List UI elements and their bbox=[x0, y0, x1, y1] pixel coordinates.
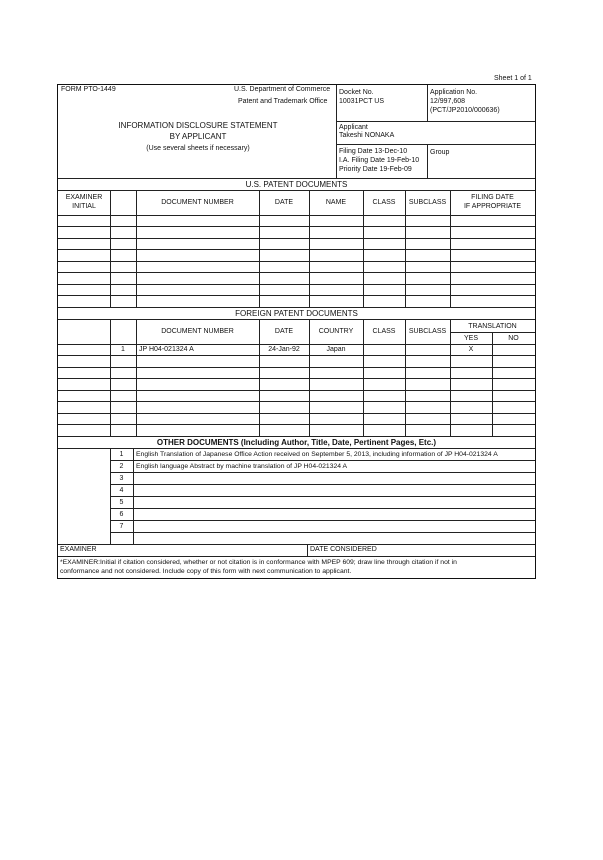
examiner-label: EXAMINER bbox=[60, 546, 97, 553]
us-col-if-appropriate: IF APPROPRIATE bbox=[463, 203, 522, 210]
us-col-name: NAME bbox=[325, 199, 347, 206]
filing-date: Filing Date 13-Dec-10 bbox=[339, 148, 408, 155]
header-hline bbox=[336, 144, 535, 145]
header-hline bbox=[336, 121, 535, 122]
other-row-number: 2 bbox=[119, 463, 124, 470]
application-pct: (PCT/JP2010/000636) bbox=[430, 107, 500, 114]
fp-row-number: 1 bbox=[121, 346, 125, 353]
fp-row-document: JP H04-021324 A bbox=[139, 346, 194, 353]
fp-col-yes: YES bbox=[463, 335, 478, 342]
fp-col-translation: TRANSLATION bbox=[468, 323, 517, 330]
other-row-number: 1 bbox=[119, 451, 124, 458]
priority-date: Priority Date 19-Feb-09 bbox=[339, 166, 412, 173]
other-row-text: English Translation of Japanese Office Action received on September 5, 2013, including information of JP H04-021324 A bbox=[136, 451, 498, 458]
dept-line2: Patent and Trademark Office bbox=[238, 98, 328, 105]
us-col-document-number: DOCUMENT NUMBER bbox=[161, 199, 234, 206]
header-divider-2 bbox=[427, 85, 428, 121]
fp-row-translation-yes: X bbox=[468, 346, 474, 353]
form-title-line2: BY APPLICANT bbox=[169, 132, 227, 141]
ia-filing-date: I.A. Filing Date 19-Feb-10 bbox=[339, 157, 420, 164]
other-row-number: 6 bbox=[119, 511, 124, 518]
form-title-line1: INFORMATION DISCLOSURE STATEMENT bbox=[118, 121, 278, 130]
examiner-note-line2: conformance and not considered. Include copy of this form with next communication to applicant. bbox=[60, 568, 352, 575]
fp-row-date: 24-Jan-92 bbox=[268, 346, 300, 353]
other-row-number: 5 bbox=[119, 499, 124, 506]
other-row-number: 7 bbox=[119, 523, 124, 530]
us-patents-title: U.S. PATENT DOCUMENTS bbox=[245, 180, 348, 189]
us-col-date: DATE bbox=[274, 199, 294, 206]
us-col-filing-date: FILING DATE bbox=[471, 194, 514, 201]
us-col-examiner: EXAMINER bbox=[65, 194, 103, 201]
examiner-note-line1: *EXAMINER:Initial if citation considered, whether or not citation is in conformance with MPEP 609; draw line through citation if not in bbox=[60, 559, 457, 566]
sheet-number: Sheet 1 of 1 bbox=[494, 75, 532, 82]
fp-col-subclass: SUBCLASS bbox=[408, 328, 447, 335]
date-considered-label: DATE CONSIDERED bbox=[310, 546, 377, 553]
fp-col-country: COUNTRY bbox=[318, 328, 354, 335]
fp-row-country: Japan bbox=[326, 346, 346, 353]
application-value: 12/997,608 bbox=[430, 98, 466, 105]
applicant-value: Takeshi NONAKA bbox=[339, 132, 395, 139]
header-divider-3 bbox=[427, 144, 428, 178]
other-row-text: English language Abstract by machine translation of JP H04-021324 A bbox=[136, 463, 348, 470]
docket-value: 10031PCT US bbox=[339, 98, 385, 105]
other-documents-title: OTHER DOCUMENTS (Including Author, Title, Date, Pertinent Pages, Etc.) bbox=[156, 438, 437, 447]
dept-line1: U.S. Department of Commerce bbox=[234, 86, 331, 93]
us-col-class: CLASS bbox=[372, 199, 396, 206]
fp-col-no: NO bbox=[508, 335, 519, 342]
group-label: Group bbox=[430, 149, 450, 156]
fp-col-class: CLASS bbox=[372, 328, 396, 335]
other-row-number: 4 bbox=[119, 487, 124, 494]
us-col-subclass: SUBCLASS bbox=[408, 199, 447, 206]
fp-col-document-number: DOCUMENT NUMBER bbox=[161, 328, 234, 335]
other-row-number: 3 bbox=[119, 475, 124, 482]
ids-form bbox=[57, 84, 536, 579]
header-divider bbox=[336, 85, 337, 178]
application-label: Application No. bbox=[430, 89, 478, 96]
applicant-label: Applicant bbox=[339, 124, 368, 131]
us-col-initial: INITIAL bbox=[72, 203, 96, 210]
foreign-patents-title: FOREIGN PATENT DOCUMENTS bbox=[235, 309, 358, 318]
docket-label: Docket No. bbox=[339, 89, 374, 96]
form-subtitle: (Use several sheets if necessary) bbox=[146, 145, 250, 152]
fp-col-date: DATE bbox=[274, 328, 294, 335]
form-number: FORM PTO-1449 bbox=[61, 86, 116, 93]
